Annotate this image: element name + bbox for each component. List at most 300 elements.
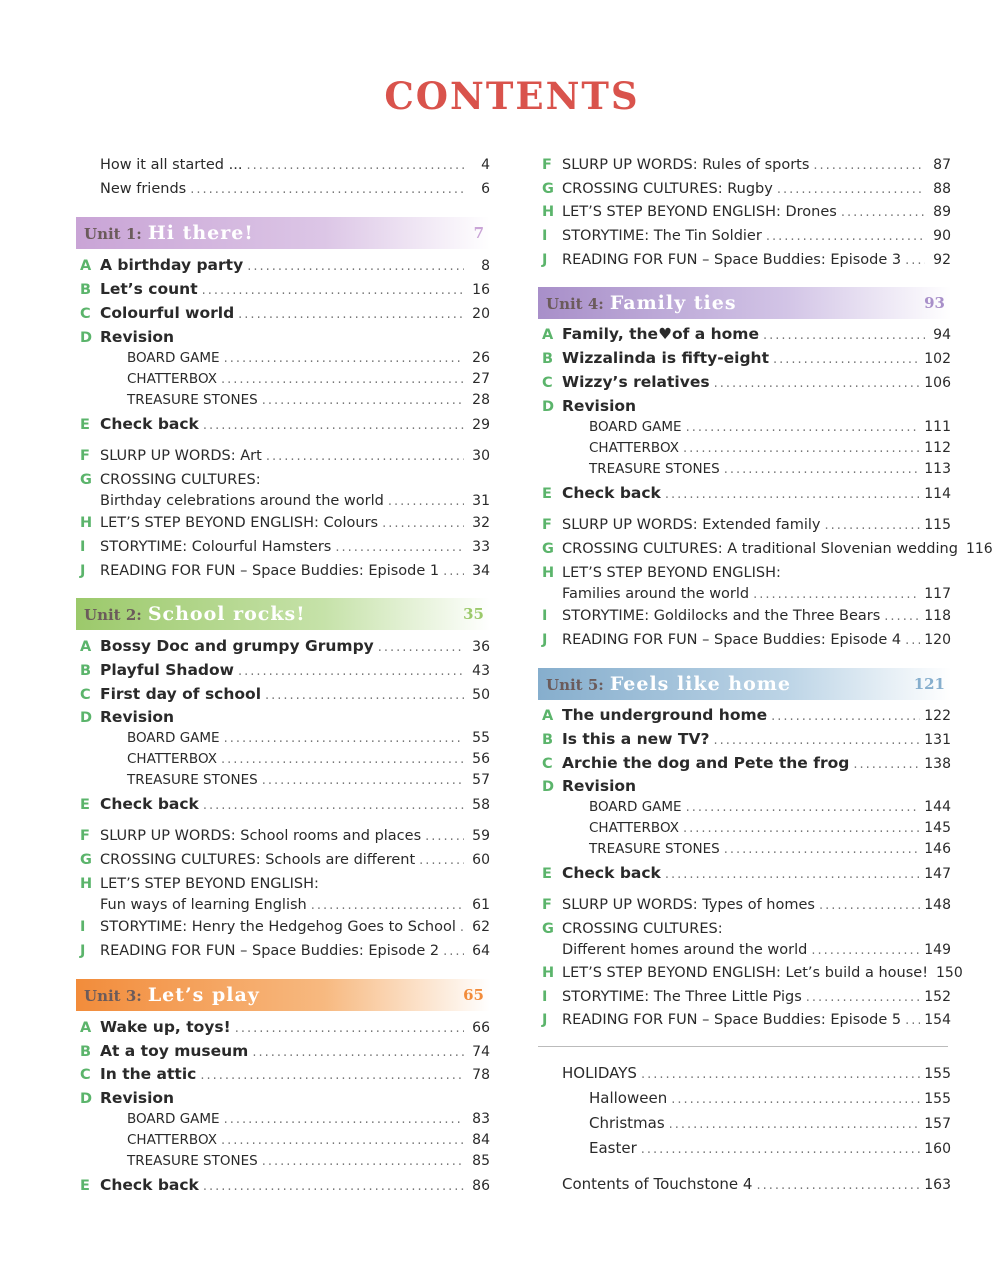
entry-title: STORYTIME: Colourful Hamsters [100, 539, 332, 555]
leader-dots [713, 730, 920, 752]
leader-dots [771, 706, 920, 728]
unit-page: 7 [473, 224, 484, 242]
entry-letter: C [80, 306, 91, 322]
entry-letter: G [542, 181, 554, 197]
unit-label: Unit 2: [84, 606, 142, 624]
toc-entry[interactable] [538, 862, 951, 884]
entry-letter: B [80, 1044, 92, 1060]
leader-dots [714, 373, 921, 395]
toc-subentry[interactable] [538, 838, 951, 860]
toc-entry[interactable] [538, 395, 951, 417]
entry-title: Let’s count [100, 280, 198, 298]
toc-entry[interactable] [538, 1009, 951, 1031]
leader-dots [460, 917, 464, 939]
entry-letter: H [80, 515, 93, 531]
entry-page: 150 [936, 965, 963, 981]
unit-label: Unit 3: [84, 987, 142, 1005]
entry-letter: G [542, 921, 554, 937]
entry-letter: I [542, 608, 548, 624]
unit-4-header[interactable] [538, 287, 951, 319]
toc-entry[interactable] [538, 538, 993, 560]
toc-entry[interactable] [538, 514, 951, 536]
entry-page: 115 [924, 517, 951, 533]
leader-dots [419, 850, 464, 872]
leader-dots [841, 202, 925, 224]
entry-letter: D [542, 399, 555, 415]
entry-page: 16 [472, 282, 490, 298]
toc-entry[interactable] [538, 201, 951, 223]
toc-entry[interactable] [538, 986, 951, 1008]
entry-title: The underground home [562, 706, 768, 724]
toc-entry[interactable] [538, 894, 951, 916]
entry-page: 149 [924, 942, 951, 958]
toc-entry[interactable] [76, 278, 490, 300]
toc-entry[interactable] [538, 371, 951, 393]
toc-subentry[interactable] [76, 1108, 490, 1130]
entry-title: READING FOR FUN – Space Buddies: Episode 5 [562, 1012, 902, 1028]
toc-subentry[interactable] [76, 748, 490, 770]
entry-page: 122 [924, 708, 951, 724]
entry-letter: C [542, 756, 553, 772]
entry-title: READING FOR FUN – Space Buddies: Episode 3 [562, 252, 902, 268]
entry-title: Birthday celebrations around the world [100, 493, 384, 509]
leader-dots [238, 661, 464, 683]
leader-dots [335, 537, 464, 559]
toc-entry[interactable] [538, 918, 951, 940]
entry-letter: B [80, 663, 92, 679]
toc-entry[interactable] [76, 659, 490, 681]
entry-page: 58 [472, 797, 490, 813]
leader-dots [905, 630, 920, 652]
entry-title: STORYTIME: Henry the Hedgehog Goes to School [100, 919, 456, 935]
entry-letter: C [80, 1067, 91, 1083]
toc-entry[interactable] [538, 752, 951, 774]
entry-title: TREASURE STONES [127, 772, 258, 788]
unit-name: School rocks! [147, 603, 306, 625]
toc-subentry[interactable] [76, 1129, 490, 1151]
toc-entry[interactable] [76, 1063, 490, 1085]
entry-page: 155 [924, 1091, 951, 1107]
toc-entry[interactable] [76, 536, 490, 558]
entry-page: 28 [472, 392, 490, 408]
toc-entry[interactable] [538, 225, 951, 247]
entry-title: Wizzalinda is fifty-eight [562, 349, 770, 367]
page-title: CONTENTS [384, 74, 640, 118]
entry-letter: E [542, 486, 552, 502]
leader-dots [671, 1089, 920, 1111]
toc-subentry[interactable] [76, 389, 490, 411]
unit-page: 35 [463, 605, 484, 623]
toc-entry-continued[interactable] [538, 939, 951, 961]
entry-letter: F [542, 897, 552, 913]
entry-letter: D [542, 779, 555, 795]
leader-dots [221, 369, 464, 391]
toc-entry[interactable] [76, 683, 490, 705]
toc-entry-continued[interactable] [76, 490, 490, 512]
entry-title: Revision [100, 708, 175, 726]
entry-page: 112 [924, 440, 951, 456]
toc-entry[interactable] [76, 445, 490, 467]
leader-dots [203, 795, 464, 817]
leader-dots [425, 826, 464, 848]
toc-subentry[interactable] [76, 347, 490, 369]
entry-letter: C [80, 687, 91, 703]
toc-entry[interactable] [538, 629, 951, 651]
entry-page: 90 [933, 228, 951, 244]
leader-dots [203, 415, 464, 437]
toc-subentry[interactable] [76, 368, 490, 390]
leader-dots [382, 513, 464, 535]
toc-subentry[interactable] [538, 796, 951, 818]
leader-dots [200, 1065, 464, 1087]
toc-entry-continued[interactable] [538, 583, 951, 605]
unit-3-header[interactable] [76, 979, 490, 1011]
entry-letter: J [542, 252, 548, 268]
toc-entry-continued[interactable] [76, 894, 490, 916]
entry-title: Different homes around the world [562, 942, 808, 958]
toc-entry[interactable] [76, 916, 490, 938]
toc-subentry[interactable] [538, 817, 951, 839]
entry-letter: G [542, 541, 554, 557]
entry-title: LET’S STEP BEYOND ENGLISH: [562, 565, 781, 581]
toc-entry[interactable] [538, 482, 951, 504]
toc-entry[interactable] [76, 793, 490, 815]
entry-page: 26 [472, 350, 490, 366]
entry-page: 163 [924, 1177, 951, 1193]
entry-letter: D [80, 1091, 93, 1107]
leader-dots [884, 606, 920, 628]
leader-dots [443, 941, 464, 963]
entry-title: LET’S STEP BEYOND ENGLISH: [100, 876, 319, 892]
toc-entry[interactable] [76, 1087, 490, 1109]
leader-dots [378, 637, 464, 659]
entry-letter: B [80, 282, 92, 298]
entry-letter: E [80, 797, 90, 813]
entry-page: 106 [924, 375, 951, 391]
toc-entry[interactable] [76, 178, 490, 200]
entry-letter: G [80, 472, 92, 488]
entry-title: SLURP UP WORDS: Rules of sports [562, 157, 810, 173]
entry-letter: H [80, 876, 93, 892]
entry-title: Check back [100, 1176, 199, 1194]
leader-dots [724, 459, 921, 481]
toc-subentry[interactable] [538, 1137, 951, 1159]
unit-label: Unit 5: [546, 676, 604, 694]
entry-letter: J [542, 632, 548, 648]
entry-page: 117 [924, 586, 951, 602]
entry-page: 61 [472, 897, 490, 913]
entry-page: 146 [924, 841, 951, 857]
leader-dots [311, 895, 464, 917]
entry-page: 4 [481, 157, 490, 173]
entry-letter: A [542, 327, 554, 343]
unit-page: 93 [924, 294, 945, 312]
entry-title: Revision [100, 328, 175, 346]
toc-entry[interactable] [76, 706, 490, 728]
toc-entry[interactable] [76, 154, 490, 176]
entry-title: CHATTERBOX [127, 1132, 217, 1148]
toc-subentry[interactable] [538, 458, 951, 480]
entry-page: 87 [933, 157, 951, 173]
entry-page: 33 [472, 539, 490, 555]
entry-letter: I [80, 919, 86, 935]
toc-entry[interactable] [76, 1016, 490, 1038]
leader-dots [443, 561, 464, 583]
entry-letter: H [542, 965, 555, 981]
toc-subentry[interactable] [76, 769, 490, 791]
entry-page: 114 [924, 486, 951, 502]
toc-entry[interactable] [538, 704, 951, 726]
entry-page: 147 [924, 866, 951, 882]
entry-page: 113 [924, 461, 951, 477]
entry-page: 62 [472, 919, 490, 935]
toc-entry[interactable] [76, 254, 490, 276]
entry-page: 84 [472, 1132, 490, 1148]
toc-subentry[interactable] [76, 727, 490, 749]
entry-letter: A [542, 708, 554, 724]
toc-entry[interactable] [76, 849, 490, 871]
entry-letter: B [542, 732, 554, 748]
entry-page: 94 [933, 327, 951, 343]
entry-letter: E [80, 417, 90, 433]
entry-page: 66 [472, 1020, 490, 1036]
entry-letter: G [80, 852, 92, 868]
entry-letter: I [542, 228, 548, 244]
entry-page: 55 [472, 730, 490, 746]
entry-letter: D [80, 710, 93, 726]
entry-title: Wake up, toys! [100, 1018, 231, 1036]
entry-page: 102 [924, 351, 951, 367]
unit-name: Feels like home [609, 673, 791, 695]
entry-page: 111 [924, 419, 951, 435]
entry-title: BOARD GAME [589, 419, 682, 435]
entry-title: Fun ways of learning English [100, 897, 307, 913]
entry-page: 88 [933, 181, 951, 197]
entry-letter: I [80, 539, 86, 555]
toc-subentry[interactable] [538, 1087, 951, 1109]
entry-title: Families around the world [562, 586, 750, 602]
entry-page: 36 [472, 639, 490, 655]
leader-dots [763, 325, 925, 347]
unit-5-header[interactable] [538, 668, 951, 700]
toc-entry[interactable] [538, 249, 951, 271]
toc-entry[interactable] [76, 560, 490, 582]
entry-title: CROSSING CULTURES: Rugby [562, 181, 773, 197]
leader-dots [203, 1176, 464, 1198]
leader-dots [262, 390, 464, 412]
leader-dots [819, 895, 920, 917]
entry-page: 34 [472, 563, 490, 579]
entry-page: 118 [924, 608, 951, 624]
leader-dots [388, 491, 464, 513]
leader-dots [641, 1064, 920, 1086]
toc-entry[interactable] [538, 323, 951, 345]
entry-title: Colourful world [100, 304, 235, 322]
entry-title: STORYTIME: Goldilocks and the Three Bears [562, 608, 881, 624]
toc-entry[interactable] [76, 1174, 490, 1196]
toc-entry[interactable] [538, 562, 951, 584]
unit-label: Unit 1: [84, 225, 142, 243]
toc-subentry[interactable] [538, 1112, 951, 1134]
toc-subentry[interactable] [538, 416, 951, 438]
toc-entry[interactable] [538, 178, 951, 200]
entry-letter: F [542, 157, 552, 173]
entry-page: 85 [472, 1153, 490, 1169]
entry-title: Christmas [589, 1114, 665, 1132]
toc-entry[interactable] [538, 728, 951, 750]
leader-dots [766, 226, 925, 248]
entry-title: CHATTERBOX [589, 440, 679, 456]
leader-dots [686, 417, 921, 439]
entry-title: Contents of Touchstone 4 [562, 1175, 753, 1193]
leader-dots [221, 1130, 464, 1152]
entry-letter: A [80, 258, 92, 274]
entry-page: 83 [472, 1111, 490, 1127]
leader-dots [683, 818, 920, 840]
toc-entry[interactable] [76, 302, 490, 324]
entry-title: LET’S STEP BEYOND ENGLISH: Drones [562, 204, 837, 220]
entry-letter: C [542, 375, 553, 391]
entry-page: 148 [924, 897, 951, 913]
entry-page: 145 [924, 820, 951, 836]
entry-page: 30 [472, 448, 490, 464]
entry-title: CHATTERBOX [127, 751, 217, 767]
leader-dots [224, 348, 464, 370]
entry-page: 154 [924, 1012, 951, 1028]
unit-1-header[interactable] [76, 217, 490, 249]
unit-label: Unit 4: [546, 295, 604, 313]
leader-dots [686, 797, 921, 819]
entry-page: 160 [924, 1141, 951, 1157]
leader-dots [221, 749, 464, 771]
entry-page: 89 [933, 204, 951, 220]
entry-title: How it all started ... [100, 157, 243, 173]
toc-entry[interactable] [538, 775, 951, 797]
leader-dots [813, 155, 925, 177]
entry-letter: H [542, 565, 555, 581]
leader-dots [777, 179, 925, 201]
leader-dots [806, 987, 921, 1009]
toc-entry[interactable] [76, 469, 490, 491]
toc-entry[interactable] [76, 825, 490, 847]
entry-letter: J [80, 563, 86, 579]
entry-title: BOARD GAME [589, 799, 682, 815]
leader-dots [825, 515, 921, 537]
toc-entry[interactable] [76, 512, 490, 534]
leader-dots [853, 754, 920, 776]
leader-dots [905, 250, 925, 272]
entry-title: LET’S STEP BEYOND ENGLISH: Colours [100, 515, 379, 531]
entry-page: 59 [472, 828, 490, 844]
entry-page: 78 [472, 1067, 490, 1083]
toc-entry[interactable] [538, 347, 951, 369]
entry-title: TREASURE STONES [127, 1153, 258, 1169]
entry-letter: F [542, 517, 552, 533]
entry-title: TREASURE STONES [589, 461, 720, 477]
entry-title: New friends [100, 181, 187, 197]
unit-page: 121 [913, 675, 945, 693]
leader-dots [641, 1139, 921, 1161]
entry-title: CHATTERBOX [589, 820, 679, 836]
entry-title: A birthday party [100, 256, 244, 274]
entry-title: SLURP UP WORDS: School rooms and places [100, 828, 422, 844]
entry-page: 56 [472, 751, 490, 767]
toc-entry[interactable] [76, 873, 490, 895]
toc-entry[interactable] [538, 154, 951, 176]
leader-dots [683, 438, 920, 460]
toc-entry[interactable] [76, 940, 490, 962]
toc-subentry[interactable] [538, 437, 951, 459]
entry-page: 64 [472, 943, 490, 959]
unit-2-header[interactable] [76, 598, 490, 630]
entry-title: Revision [562, 397, 637, 415]
leader-dots [235, 1018, 464, 1040]
toc-entry[interactable] [538, 605, 951, 627]
leader-dots [265, 685, 464, 707]
entry-title: READING FOR FUN – Space Buddies: Episode 1 [100, 563, 440, 579]
leader-dots [665, 484, 920, 506]
entry-title: Easter [589, 1139, 637, 1157]
entry-letter: D [80, 330, 93, 346]
toc-entry[interactable] [76, 1040, 490, 1062]
entry-title: BOARD GAME [127, 1111, 220, 1127]
entry-page: 29 [472, 417, 490, 433]
entry-title: STORYTIME: The Tin Soldier [562, 228, 762, 244]
toc-subentry[interactable] [76, 1150, 490, 1172]
entry-title: Halloween [589, 1089, 668, 1107]
leader-dots [756, 1175, 920, 1197]
leader-dots [246, 155, 464, 177]
entry-letter: I [542, 989, 548, 1005]
entry-title: Check back [562, 484, 661, 502]
entry-title: SLURP UP WORDS: Types of homes [562, 897, 815, 913]
divider [538, 1046, 948, 1047]
entry-title: In the attic [100, 1065, 197, 1083]
entry-title: Revision [100, 1089, 175, 1107]
entry-letter: F [80, 828, 90, 844]
toc-entry[interactable] [76, 635, 490, 657]
toc-entry[interactable] [538, 1173, 951, 1195]
toc-entry[interactable] [538, 962, 963, 984]
leader-dots [190, 179, 464, 201]
entry-title: SLURP UP WORDS: Art [100, 448, 262, 464]
entry-title: HOLIDAYS [562, 1064, 637, 1082]
entry-title: STORYTIME: The Three Little Pigs [562, 989, 802, 1005]
toc-entry[interactable] [538, 1062, 951, 1084]
unit-page: 65 [463, 986, 484, 1004]
entry-page: 157 [924, 1116, 951, 1132]
entry-title: TREASURE STONES [127, 392, 258, 408]
entry-title: CROSSING CULTURES: [100, 472, 261, 488]
entry-page: 144 [924, 799, 951, 815]
entry-title: Bossy Doc and grumpy Grumpy [100, 637, 374, 655]
heart-icon: ♥ [658, 325, 672, 343]
entry-title: CROSSING CULTURES: Schools are different [100, 852, 416, 868]
leader-dots [669, 1114, 921, 1136]
leader-dots [724, 839, 921, 861]
leader-dots [247, 256, 464, 278]
entry-title: Check back [100, 795, 199, 813]
toc-entry[interactable] [76, 413, 490, 435]
leader-dots [224, 728, 464, 750]
leader-dots [202, 280, 464, 302]
entry-title: CHATTERBOX [127, 371, 217, 387]
entry-letter: F [80, 448, 90, 464]
entry-letter: A [80, 639, 92, 655]
entry-title: BOARD GAME [127, 350, 220, 366]
toc-entry[interactable] [76, 326, 490, 348]
leader-dots [238, 304, 464, 326]
